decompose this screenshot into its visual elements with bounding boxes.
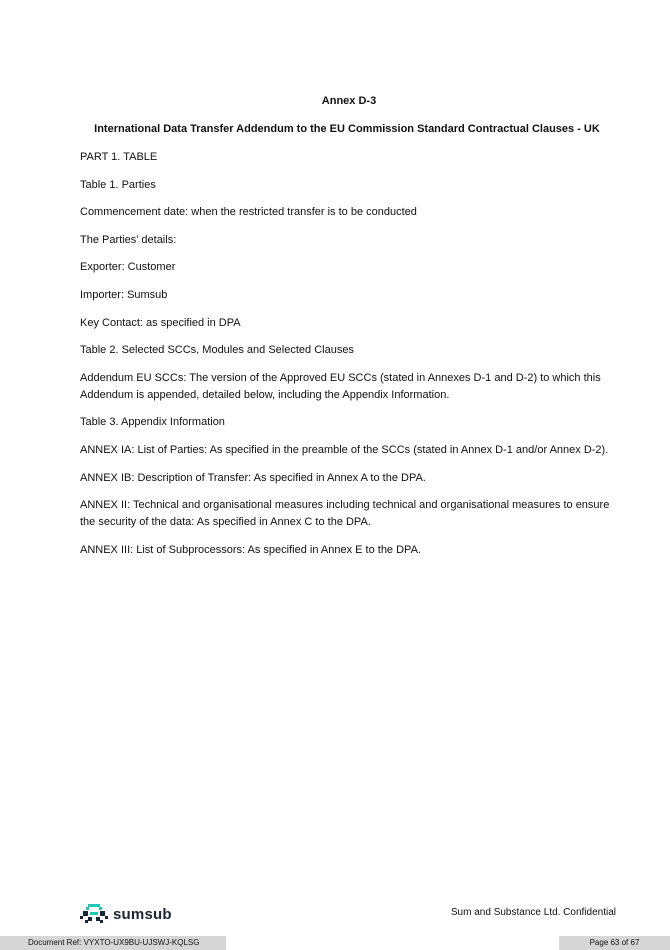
confidential-notice: Sum and Substance Ltd. Confidential [450, 907, 616, 918]
document-ref: Document Ref: VYXTO-UX9BU-UJSWJ-KQLSG [0, 936, 226, 950]
paragraph-part1: PART 1. TABLE [80, 151, 158, 163]
paragraph-parties-details: The Parties' details: [80, 233, 177, 246]
paragraph-table2: Table 2. Selected SCCs, Modules and Selected Clauses [80, 344, 354, 357]
annex-subtitle: International Data Transfer Addendum to the EU Commission Standard Contractual Clauses - UK [94, 123, 600, 135]
paragraph-addendum-eu-sccs: Addendum EU SCCs: The version of the Approved EU SCCs (stated in Annexes D-1 and D-2) to which this Addendum is appended, detailed below, including the Appendix Information. [80, 371, 601, 401]
paragraph-exporter: Exporter: Customer [80, 261, 176, 274]
paragraph-annex-ia: ANNEX IA: List of Parties: As specified in the preamble of the SCCs (stated in Annex D-1 and/or Annex D-2). [80, 443, 609, 456]
page-number: Page 63 of 67 [559, 936, 670, 950]
paragraph-commencement: Commencement date: when the restricted transfer is to be conducted [80, 206, 417, 219]
paragraph-annex-ib: ANNEX IB: Description of Transfer: As specified in Annex A to the DPA. [80, 471, 426, 484]
sumsub-logo-text: sumsub [113, 905, 172, 923]
paragraph-table3: Table 3. Appendix Information [80, 416, 225, 429]
sumsub-logo [80, 901, 172, 927]
annex-title: Annex D-3 [321, 95, 377, 107]
paragraph-table1: Table 1. Parties [80, 178, 156, 191]
paragraph-importer: Importer: Sumsub [80, 288, 168, 301]
paragraph-annex-iii: ANNEX III: List of Subprocessors: As specified in Annex E to the DPA. [80, 543, 421, 556]
sumsub-logo-icon [80, 904, 108, 924]
document-body [80, 149, 620, 569]
paragraph-annex-ii: ANNEX II: Technical and organisational measures including technical and organisational measures to ensure the security of the data: As specified in Annex C to the DPA. [80, 499, 610, 529]
paragraph-key-contact: Key Contact: as specified in DPA [80, 316, 241, 329]
